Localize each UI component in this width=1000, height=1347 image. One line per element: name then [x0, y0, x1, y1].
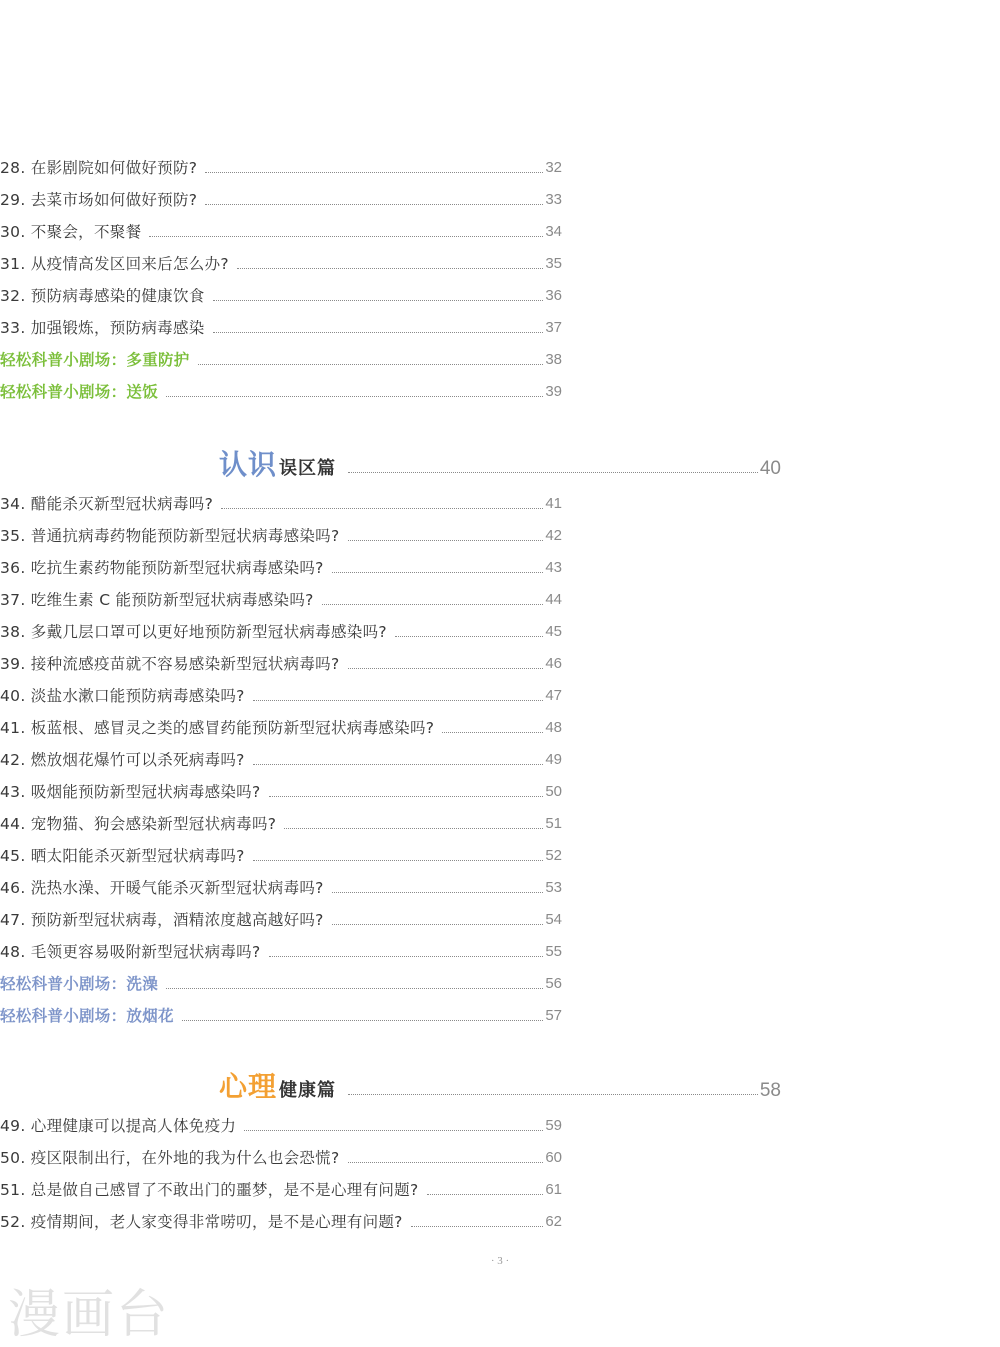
dot-leader	[332, 572, 544, 573]
dot-leader	[253, 764, 544, 765]
dot-leader	[332, 924, 544, 925]
toc-entry-page: 59	[545, 1117, 562, 1134]
section-page: 58	[759, 1080, 781, 1101]
dot-leader	[213, 332, 544, 333]
toc-entry-page: 46	[545, 655, 562, 672]
toc-entry[interactable]	[0, 1208, 562, 1232]
toc-entry-page: 60	[545, 1149, 562, 1166]
toc-entry-page: 45	[545, 623, 562, 640]
toc-entry-page: 61	[545, 1181, 562, 1198]
toc-entry-page: 56	[545, 975, 562, 992]
toc-entry[interactable]	[0, 522, 562, 546]
section-heading-misconceptions[interactable]	[219, 446, 781, 480]
toc-entry-page: 32	[545, 159, 562, 176]
dot-leader	[253, 860, 544, 861]
dot-leader	[205, 172, 543, 173]
dot-leader	[427, 1194, 544, 1195]
toc-entry[interactable]	[0, 618, 562, 642]
dot-leader	[253, 700, 544, 701]
toc-entry[interactable]	[0, 154, 562, 178]
toc-entry[interactable]	[0, 186, 562, 210]
toc-entry[interactable]	[0, 842, 562, 866]
toc-entry-page: 36	[545, 287, 562, 304]
toc-entry[interactable]	[0, 490, 562, 514]
toc-entry-title: 50. 疫区限制出行，在外地的我为什么也会恐慌?	[0, 1149, 340, 1167]
toc-entry-title: 35. 普通抗病毒药物能预防新型冠状病毒感染吗?	[0, 527, 340, 545]
toc-entry-title: 37. 吃维生素 C 能预防新型冠状病毒感染吗?	[0, 591, 314, 609]
dot-leader	[348, 668, 544, 669]
toc-entry-page: 42	[545, 527, 562, 544]
toc-entry[interactable]	[0, 810, 562, 834]
toc-entry[interactable]	[0, 554, 562, 578]
toc-entry[interactable]	[0, 586, 562, 610]
toc-entry-title: 轻松科普小剧场：多重防护	[0, 351, 190, 369]
toc-entry-title: 44. 宠物猫、狗会感染新型冠状病毒吗?	[0, 815, 277, 833]
toc-entry[interactable]	[0, 778, 562, 802]
toc-entry-title: 43. 吸烟能预防新型冠状病毒感染吗?	[0, 783, 261, 801]
toc-entry-title: 33. 加强锻炼，预防病毒感染	[0, 319, 205, 337]
toc-entry[interactable]	[0, 906, 562, 930]
dot-leader	[269, 796, 544, 797]
toc-entry-page: 44	[545, 591, 562, 608]
toc-entry-title: 34. 醋能杀灭新型冠状病毒吗?	[0, 495, 214, 513]
toc-entry-page: 43	[545, 559, 562, 576]
toc-entry-title: 49. 心理健康可以提高人体免疫力	[0, 1117, 237, 1135]
dot-leader	[205, 204, 543, 205]
toc-entry-page: 51	[545, 815, 562, 832]
toc-entry[interactable]	[0, 874, 562, 898]
toc-entry[interactable]	[0, 250, 562, 274]
toc-entry-page: 57	[545, 1007, 562, 1024]
toc-entry-title: 29. 去菜市场如何做好预防?	[0, 191, 198, 209]
dot-leader	[149, 236, 543, 237]
toc-entry[interactable]	[0, 314, 562, 338]
toc-entry-page: 48	[545, 719, 562, 736]
dot-leader	[411, 1226, 544, 1227]
toc-entry-title: 轻松科普小剧场：送饭	[0, 383, 159, 401]
section-title-small: 误区篇	[279, 458, 337, 479]
toc-entry-page: 38	[545, 351, 562, 368]
toc-entry-title: 30. 不聚会，不聚餐	[0, 223, 142, 241]
toc-entry-page: 54	[545, 911, 562, 928]
dot-leader	[395, 636, 543, 637]
toc-entry-title: 28. 在影剧院如何做好预防?	[0, 159, 198, 177]
toc-entry-page: 41	[545, 495, 562, 512]
toc-entry[interactable]	[0, 746, 562, 770]
toc-skit-entry[interactable]	[0, 378, 562, 402]
toc-entry-page: 47	[545, 687, 562, 704]
dot-leader	[166, 988, 543, 989]
toc-entry-title: 48. 毛领更容易吸附新型冠状病毒吗?	[0, 943, 261, 961]
toc-entry-title: 45. 晒太阳能杀灭新型冠状病毒吗?	[0, 847, 245, 865]
toc-entry-title: 39. 接种流感疫苗就不容易感染新型冠状病毒吗?	[0, 655, 340, 673]
toc-entry-title: 47. 预防新型冠状病毒，酒精浓度越高越好吗?	[0, 911, 324, 929]
toc-entry-page: 35	[545, 255, 562, 272]
toc-entry-title: 51. 总是做自己感冒了不敢出门的噩梦，是不是心理有问题?	[0, 1181, 419, 1199]
dot-leader	[221, 508, 543, 509]
section-page: 40	[759, 458, 781, 479]
dot-leader	[269, 956, 544, 957]
toc-entry-page: 53	[545, 879, 562, 896]
dot-leader	[244, 1130, 543, 1131]
section-heading-mental-health[interactable]	[219, 1068, 781, 1102]
dot-leader	[348, 1162, 544, 1163]
toc-entry[interactable]	[0, 1176, 562, 1200]
dot-leader	[348, 540, 544, 541]
toc-entry[interactable]	[0, 218, 562, 242]
toc-entry-page: 34	[545, 223, 562, 240]
toc-skit-entry[interactable]	[0, 1002, 562, 1026]
toc-entry-title: 36. 吃抗生素药物能预防新型冠状病毒感染吗?	[0, 559, 324, 577]
dot-leader	[166, 396, 543, 397]
toc-entry[interactable]	[0, 282, 562, 306]
dot-leader	[348, 1094, 758, 1095]
dot-leader	[182, 1020, 544, 1021]
toc-entry-title: 42. 燃放烟花爆竹可以杀死病毒吗?	[0, 751, 245, 769]
toc-entry-page: 50	[545, 783, 562, 800]
toc-entry[interactable]	[0, 714, 562, 738]
dot-leader	[322, 604, 544, 605]
toc-entry[interactable]	[0, 1144, 562, 1168]
toc-entry[interactable]	[0, 1112, 562, 1136]
toc-entry-title: 31. 从疫情高发区回来后怎么办?	[0, 255, 229, 273]
watermark-logo: 漫画台	[8, 1285, 171, 1345]
dot-leader	[332, 892, 544, 893]
dot-leader	[198, 364, 544, 365]
section-title-small: 健康篇	[279, 1080, 337, 1101]
toc-entry-title: 38. 多戴几层口罩可以更好地预防新型冠状病毒感染吗?	[0, 623, 387, 641]
toc-skit-entry[interactable]	[0, 970, 562, 994]
toc-entry[interactable]	[0, 650, 562, 674]
toc-entry-page: 49	[545, 751, 562, 768]
toc-entry-title: 轻松科普小剧场：洗澡	[0, 975, 159, 993]
toc-entry-title: 32. 预防病毒感染的健康饮食	[0, 287, 205, 305]
toc-entry-page: 39	[545, 383, 562, 400]
toc-entry-title: 46. 洗热水澡、开暖气能杀灭新型冠状病毒吗?	[0, 879, 324, 897]
toc-entry-page: 62	[545, 1213, 562, 1230]
toc-entry-title: 轻松科普小剧场：放烟花	[0, 1007, 174, 1025]
dot-leader	[213, 300, 544, 301]
toc-entry-page: 37	[545, 319, 562, 336]
toc-entry-page: 55	[545, 943, 562, 960]
dot-leader	[348, 472, 758, 473]
dot-leader	[442, 732, 543, 733]
section-title-big: 心理	[219, 1070, 278, 1103]
toc-skit-entry[interactable]	[0, 346, 562, 370]
toc-entry[interactable]	[0, 938, 562, 962]
dot-leader	[284, 828, 543, 829]
toc-entry-page: 33	[545, 191, 562, 208]
page-number: · 3 ·	[490, 1255, 510, 1267]
toc-entry-title: 52. 疫情期间，老人家变得非常唠叨，是不是心理有问题?	[0, 1213, 403, 1231]
toc-entry-title: 41. 板蓝根、感冒灵之类的感冒药能预防新型冠状病毒感染吗?	[0, 719, 435, 737]
toc-entry-title: 40. 淡盐水漱口能预防病毒感染吗?	[0, 687, 245, 705]
toc-entry[interactable]	[0, 682, 562, 706]
section-title-big: 认识	[219, 448, 278, 481]
toc-entry-page: 52	[545, 847, 562, 864]
dot-leader	[237, 268, 543, 269]
